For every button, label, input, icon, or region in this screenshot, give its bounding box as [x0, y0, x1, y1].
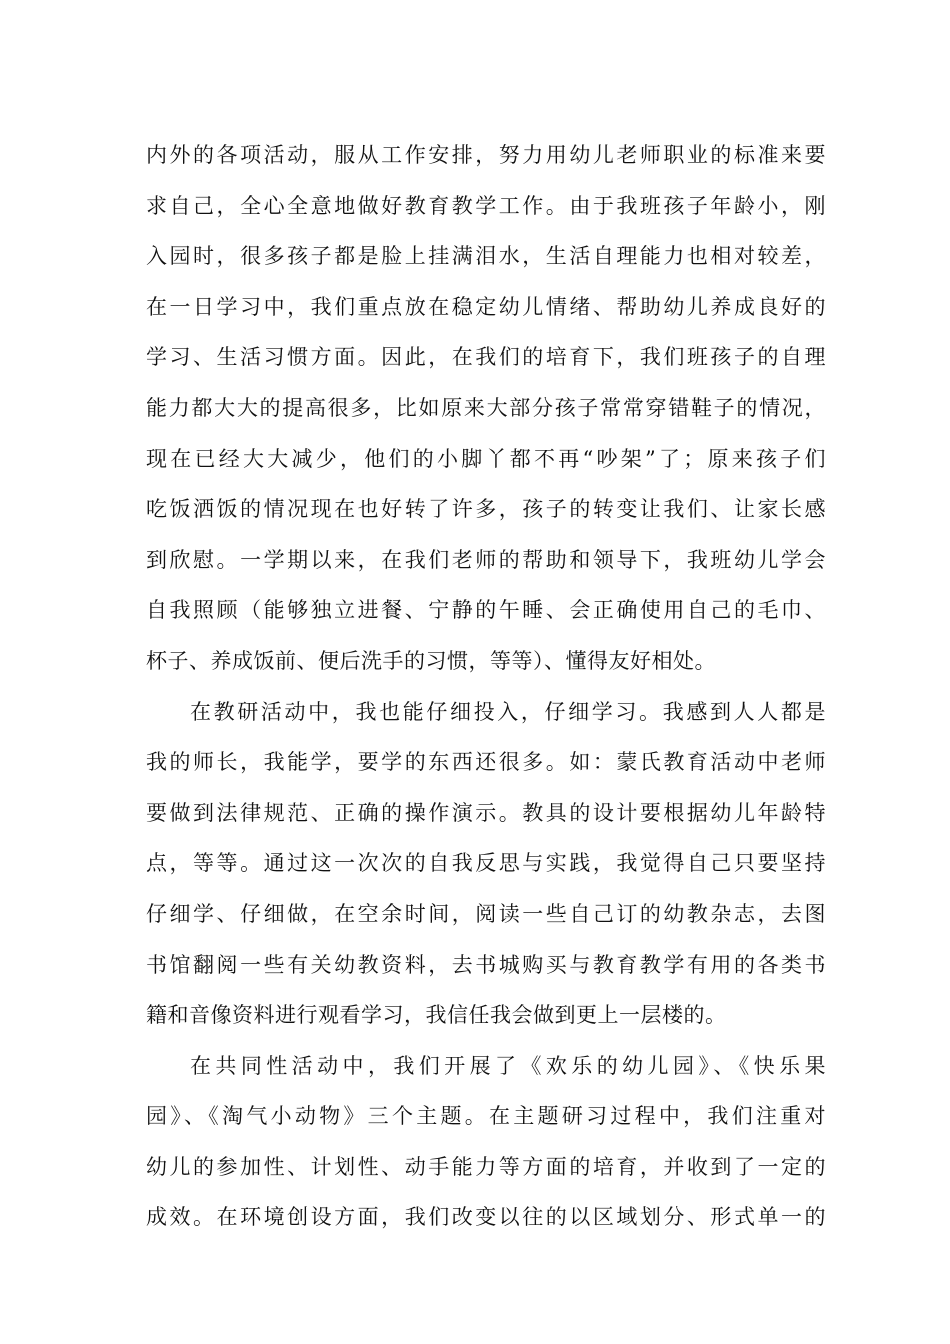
- text-line: 吃饭洒饭的情况现在也好转了许多，孩子的转变让我们、让家长感: [146, 497, 826, 522]
- text-line: 要做到法律规范、正确的操作演示。教具的设计要根据幼儿年龄特: [146, 800, 826, 825]
- text-line: 内外的各项活动，服从工作安排，努力用幼儿老师职业的标准来要: [146, 143, 826, 167]
- text-line: 求自己，全心全意地做好教育教学工作。由于我班孩子年龄小，刚: [146, 193, 826, 218]
- text-line: 学习、生活习惯方面。因此，在我们的培育下，我们班孩子的自理: [146, 345, 826, 370]
- text-line: 点，等等。通过这一次次的自我反思与实践，我觉得自己只要坚持: [146, 851, 826, 876]
- paragraph-end-line: 杯子、养成饭前、便后洗手的习惯，等等）、懂得友好相处。: [146, 648, 716, 673]
- text-line: 我的师长，我能学，要学的东西还很多。如：蒙氏教育活动中老师: [146, 750, 826, 775]
- text-line: 到欣慰。一学期以来，在我们老师的帮助和领导下，我班幼儿学会: [146, 547, 826, 572]
- text-line: 书馆翻阅一些有关幼教资料，去书城购买与教育教学有用的各类书: [146, 952, 826, 977]
- paragraph-start-line: 在教研活动中，我也能仔细投入，仔细学习。我感到人人都是: [190, 699, 826, 724]
- text-line: 成效。在环境创设方面，我们改变以往的以区域划分、形式单一的: [146, 1205, 826, 1230]
- body-text: [146, 130, 826, 1243]
- text-line: 入园时，很多孩子都是脸上挂满泪水，生活自理能力也相对较差，: [146, 244, 826, 269]
- text-line: 现在已经大大减少，他们的小脚丫都不再“吵架”了；原来孩子们: [146, 446, 826, 471]
- text-line: 能力都大大的提高很多，比如原来大部分孩子常常穿错鞋子的情况，: [146, 395, 826, 420]
- paragraph-end-line: 籍和音像资料进行观看学习，我信任我会做到更上一层楼的。: [146, 1003, 727, 1028]
- text-line: 在一日学习中，我们重点放在稳定幼儿情绪、帮助幼儿养成良好的: [146, 294, 826, 319]
- text-line: 自我照顾（能够独立进餐、宁静的午睡、会正确使用自己的毛巾、: [146, 598, 826, 623]
- text-line: 幼儿的参加性、计划性、动手能力等方面的培育，并收到了一定的: [146, 1154, 826, 1179]
- text-line: 仔细学、仔细做，在空余时间，阅读一些自己订的幼教杂志，去图: [146, 901, 826, 926]
- paragraph-start-line: 在共同性活动中，我们开展了《欢乐的幼儿园》、《快乐果: [190, 1053, 826, 1078]
- text-line: 园》、《淘气小动物》三个主题。在主题研习过程中，我们注重对: [146, 1104, 826, 1129]
